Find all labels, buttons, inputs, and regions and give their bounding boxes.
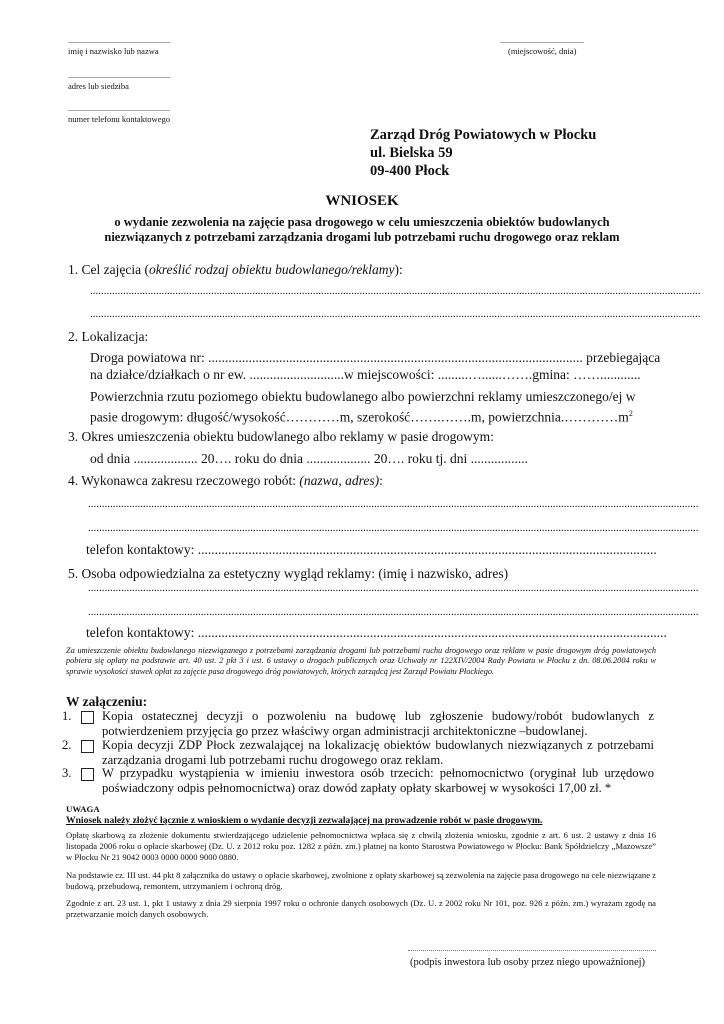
section-2-area-line-2[interactable]: pasie drogowym: długość/wysokość…………m, szerokość…….…….m, $powierzchnia.\dots\dots\dots\dots m^2$ (90, 409, 633, 425)
document-title: WNIOSEK (325, 193, 399, 209)
section-2-plot[interactable]: na działce/działkach o nr ew. ............................w miejscowości: .........…......…….gmina: ……............ (90, 367, 641, 382)
section-5-line-2[interactable]: .............................................................................................................................................................................................................................. (88, 606, 699, 618)
attachment-1-checkbox[interactable] (81, 709, 94, 727)
address-dots: ................................................... (68, 71, 170, 80)
attachment-1-text: Kopia ostatecznej decyzji o pozwoleniu na budowę lub zgłoszenie budowy/robót budowlanych z potwierdzeniem przyjęcia go przez właściwy organ administracji architektoniczne –budowlanej. (102, 709, 654, 738)
recipient-city: 09-400 Płock (370, 163, 450, 179)
place-date-label: (miejscowość, dnia) (508, 46, 577, 56)
fee-note: Za umieszczenie obiektu budowlanego niezwiązanego z potrzebami zarządzania drogami lub potrzebami ruchu drogowego oraz reklam w pasie drogowym dróg powiatowych pobiera się opłaty na podstawie art. 40 ust. 2 pkt 3 i ust. 6 ustawy o drogach publicznych oraz Uchwały nr 122XIV/2004 Rady Powiatu w Płocku z dn. 08.06.2004 roku w sprawie wysokości stawek opłat za zajęcie pasa drogowego dróg powiatowych, których zarządcą jest Zarząd Powiatu Płockiego. (66, 646, 656, 676)
name-label: imię i nazwisko lub nazwa (68, 46, 159, 56)
attachment-3-text: W przypadku wystąpienia w imieniu inwestora osób trzecich: pełnomocnictwo (oryginał lub urzędowo poświadczony odpis pełnomocnictwa) oraz dowód zapłaty opłaty skarbowej w wysokości 17,00 zł. * (102, 766, 654, 795)
place-date-dots: .......................................... (500, 36, 584, 45)
phone-label: numer telefonu kontaktowego (68, 114, 170, 124)
uwaga-paragraph-2: Na podstawie cz. III ust. 44 pkt 8 załącznika do ustawy o opłacie skarbowej, zwolnione z opłaty skarbowej są zezwolenia na zajęcie pasa drogowego na cele niezwiązane z budową, przebudową, remontem, utrzymaniem i ochroną dróg. (66, 870, 656, 891)
document-subtitle-1: o wydanie zezwolenia na zajęcie pasa drogowego w celu umieszczenia obiektów budowlanych (114, 215, 610, 229)
section-2-road[interactable]: Droga powiatowa nr: ............................................................................................................... przebiegająca (90, 350, 661, 365)
uwaga-paragraph-1: Opłatę skarbową za złożenie dokumentu stwierdzającego udzielenie pełnomocnictwa wpłaca się z chwilą złożenia wniosku, zgodnie z art. 6 ust. 2 ustawy z dnia 16 listopada 2006 roku o opłacie skarbowej (Dz. U. z 2012 roku poz. 1282 z późn. zm.) płatnej na konto Starostwa Powiatowego w Płocku: Bank Spółdzielczy „Mazowsze” w Płocku Nr 21 9042 0003 0000 0000 9000 0880. (66, 830, 656, 862)
attachment-2-text: Kopia decyzji ZDP Płock zezwalającej na lokalizację obiektów budowlanych niezwiązanych z potrzebami zarządzania drogami lub potrzebami ruchu drogowego oraz reklam. (102, 738, 654, 767)
section-4-line-1[interactable]: .............................................................................................................................................................................................................................. (88, 498, 699, 510)
section-2-area-line-1: Powierzchnia rzutu poziomego obiektu budowlanego albo powierzchni reklamy umieszczonego/ej w (90, 389, 636, 404)
attachments-heading: W załączeniu: (66, 694, 148, 709)
signature-label: (podpis inwestora lub osoby przez niego upoważnionej) (410, 957, 646, 968)
section-3-dates[interactable]: od dnia ................... 20…. roku do dnia ................... 20…. roku tj. dni ................. (90, 451, 528, 466)
section-5-phone[interactable]: telefon kontaktowy: ........................................................................................................................................... (86, 625, 667, 640)
uwaga-paragraph-3: Zgodnie z art. 23 ust. 1, pkt 1 ustawy z dnia 29 sierpnia 1997 roku o ochronie danych osobowych (Dz. U. z 2002 roku Nr 101, poz. 926 z późn. zm.) wyrażam zgodę na przetwarzanie moich danych osobowych. (66, 898, 656, 919)
attachment-1-number: 1. (62, 709, 72, 723)
section-5-label: 5. Osoba odpowiedzialna za estetyczny wygląd reklamy: (imię i nazwisko, adres) (68, 566, 509, 581)
attachment-2-number: 2. (62, 738, 72, 752)
recipient-name: Zarząd Dróg Powiatowych w Płocku (370, 127, 597, 143)
uwaga-heading: UWAGA (66, 804, 100, 814)
attachment-2-checkbox[interactable] (81, 738, 94, 756)
section-2-label: 2. Lokalizacja: (68, 329, 149, 344)
section-5-line-1[interactable]: .............................................................................................................................................................................................................................. (88, 582, 699, 594)
document-subtitle-2: niezwiązanych z potrzebami zarządzania drogami lub potrzebami ruchu drogowego oraz reklam (104, 230, 620, 244)
signature-line[interactable] (408, 950, 656, 951)
name-dots: ................................................... (68, 36, 170, 45)
section-3-label: 3. Okres umieszczenia obiektu budowlanego albo reklamy w pasie drogowym: (68, 429, 494, 444)
address-label: adres lub siedziba (68, 81, 129, 91)
section-1-line-1[interactable]: .............................................................................................................................................................................................................................. (90, 285, 701, 297)
attachment-3-checkbox[interactable] (81, 766, 94, 784)
attachment-3-number: 3. (62, 766, 72, 780)
uwaga-important-line: Wniosek należy złożyć łącznie z wnioskiem o wydanie decyzji zezwalającej na prowadzenie robót w pasie drogowym. (66, 815, 543, 826)
section-1-label: 1. Cel zajęcia (określić rodzaj obiektu budowlanego/reklamy): (68, 262, 403, 277)
section-4-phone[interactable]: telefon kontaktowy: ........................................................................................................................................ (86, 542, 657, 557)
section-4-line-2[interactable]: .............................................................................................................................................................................................................................. (88, 522, 699, 534)
recipient-street: ul. Bielska 59 (370, 145, 453, 161)
section-1-line-2[interactable]: .............................................................................................................................................................................................................................. (90, 308, 701, 320)
section-4-label: 4. Wykonawca zakresu rzeczowego robót: (nazwa, adres): (68, 473, 383, 488)
phone-dots: ................................................... (68, 104, 170, 113)
